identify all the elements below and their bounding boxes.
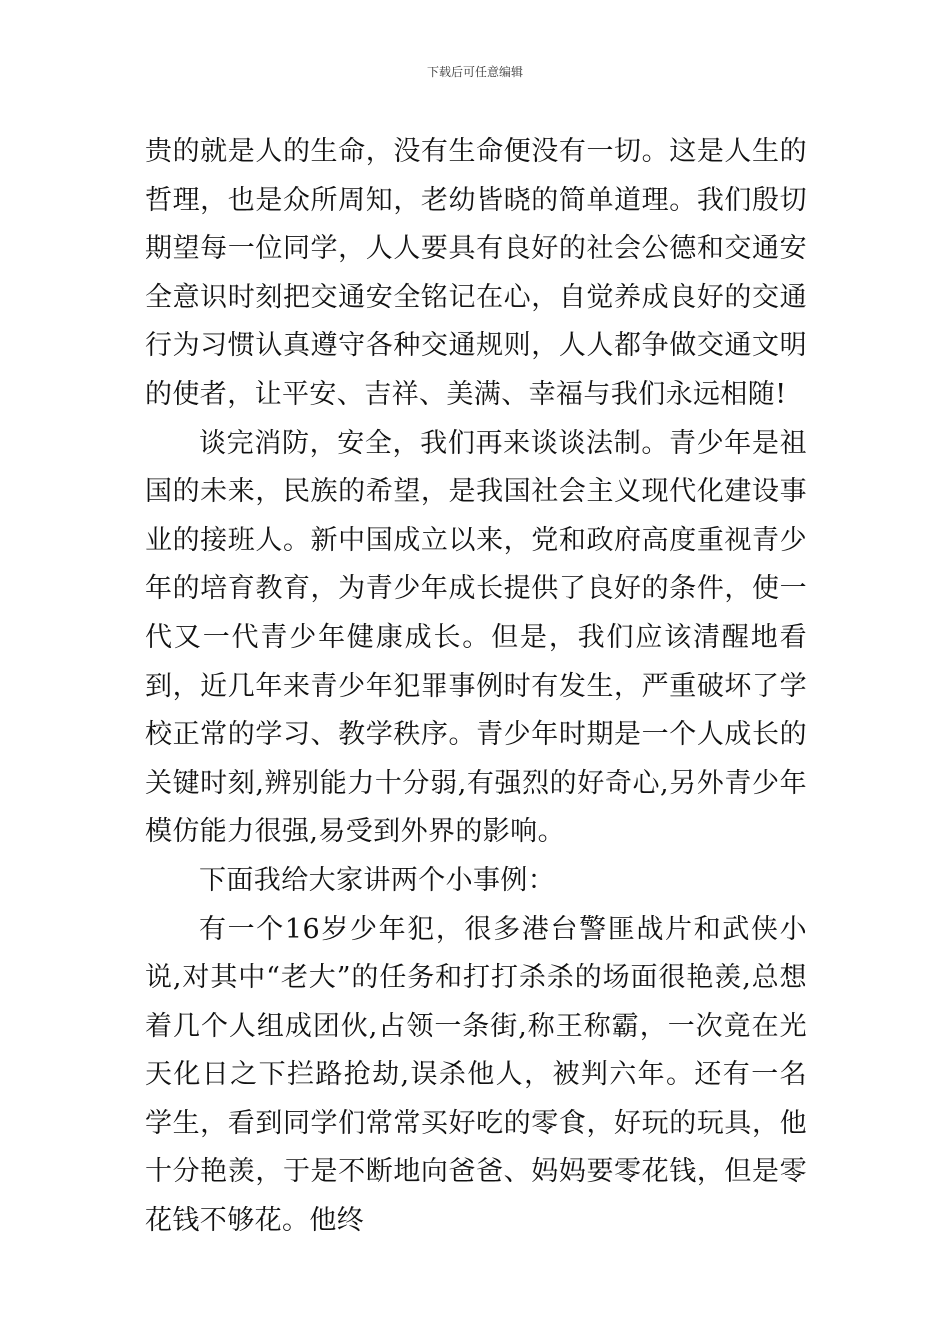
paragraph-examples-intro: 下面我给大家讲两个小事例： xyxy=(199,864,556,896)
paragraph-examples: 有一个16岁少年犯，很多港台警匪战片和武侠小说,对其中“老大”的任务和打打杀杀的场面很艳羡,总想着几个人组成团伙,占领一条街,称王称霸，一次竟在光天化日之下拦路抢劫,误杀他人，被判六年。还有一名学生，看到同学们常常买好吃的零食，好玩的玩具，他十分艳羡，于是不断地向爸爸、妈妈要零花钱，但是零花钱不够花。他终 xyxy=(145,913,807,1237)
document-body xyxy=(145,128,807,1246)
page-header: 下载后可任意编辑 xyxy=(426,65,523,79)
paragraph-traffic-safety: 贵的就是人的生命，没有生命便没有一切。这是人生的哲理，也是众所周知，老幼皆晓的简单道理。我们殷切期望每一位同学，人人要具有良好的社会公德和交通安全意识时刻把交通安全铭记在心，自觉养成良好的交通行为习惯认真遵守各种交通规则，人人都争做交通文明的使者，让平安、吉祥、美满、幸福与我们永远相随! xyxy=(145,136,807,410)
paragraph-legal-education: 谈完消防，安全，我们再来谈谈法制。青少年是祖国的未来，民族的希望，是我国社会主义现代化建设事业的接班人。新中国成立以来，党和政府高度重视青少年的培育教育，为青少年成长提供了良好的条件，使一代又一代青少年健康成长。但是，我们应该清醒地看到，近几年来青少年犯罪事例时有发生，严重破坏了学校正常的学习、教学秩序。青少年时期是一个人成长的关键时刻,辨别能力十分弱,有强烈的好奇心,另外青少年模仿能力很强,易受到外界的影响。 xyxy=(145,427,807,848)
